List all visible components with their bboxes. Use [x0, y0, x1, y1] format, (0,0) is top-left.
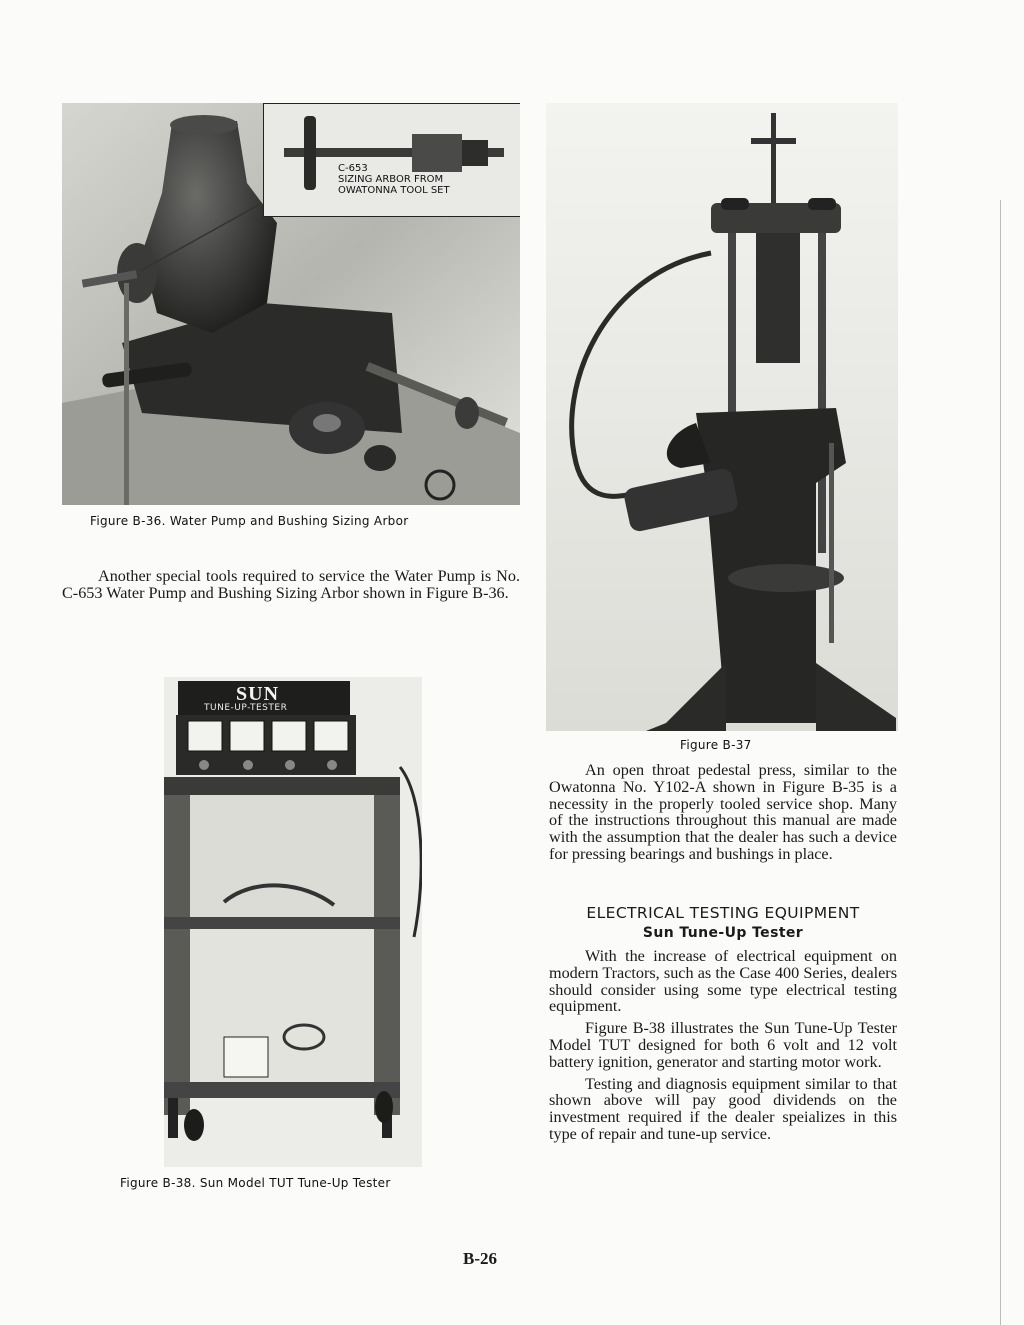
section-paragraph-1: With the increase of electrical equipment on modern Tractors, such as the Case 400 Series, dealers should consider using some type electrical testing equipment. — [549, 947, 897, 1016]
figure-b38-caption: Figure B-38. Sun Model TUT Tune-Up Tester — [120, 1176, 391, 1190]
sun-logo-subtext: TUNE-UP-TESTER — [204, 703, 288, 713]
section-subheading: Sun Tune-Up Tester — [642, 925, 804, 941]
inset-label-line1: SIZING ARBOR FROM — [338, 174, 444, 185]
section-body — [549, 948, 897, 1143]
page-number: B-26 — [463, 1249, 497, 1268]
figure-b36-inset — [263, 103, 520, 217]
figure-b36-caption: Figure B-36. Water Pump and Bushing Sizing Arbor — [90, 514, 409, 528]
section-heading: ELECTRICAL TESTING EQUIPMENT — [586, 904, 860, 922]
intro-paragraph: Another special tools required to service the Water Pump is No. C-653 Water Pump and Bushing Sizing Arbor shown in Figure B-36. — [62, 567, 520, 602]
sun-tester-cart-illustration — [164, 677, 422, 1167]
section-paragraph-2: Figure B-38 illustrates the Sun Tune-Up Tester Model TUT designed for both 6 volt and 12 volt battery ignition, generator and starting motor work. — [549, 1019, 897, 1071]
scan-edge-line — [1000, 200, 1001, 1325]
sizing-arbor-illustration — [264, 104, 520, 216]
sun-logo-text: SUN — [236, 683, 280, 705]
figure-b37-caption: Figure B-37 — [680, 738, 752, 752]
figure-b37-photo — [546, 103, 898, 731]
pedestal-press-illustration — [546, 103, 898, 731]
figure-b37-paragraph: An open throat pedestal press, similar to the Owatonna No. Y102-A shown in Figure B-35 is a necessity in the properly tooled service shop. Many of the instructions throughout this manual are made with the assumption that the dealer has such a device for pressing bearings and bushings in place. — [549, 761, 897, 863]
figure-b38-photo — [164, 677, 422, 1167]
inset-part-number: C-653 — [338, 163, 368, 174]
figure-b36-photo — [62, 103, 520, 505]
inset-label-line2: OWATONNA TOOL SET — [338, 185, 450, 196]
section-paragraph-3: Testing and diagnosis equipment similar to that shown above will pay good dividends on the investment required if the dealer speializes in this type of repair and tune-up service. — [549, 1074, 897, 1143]
